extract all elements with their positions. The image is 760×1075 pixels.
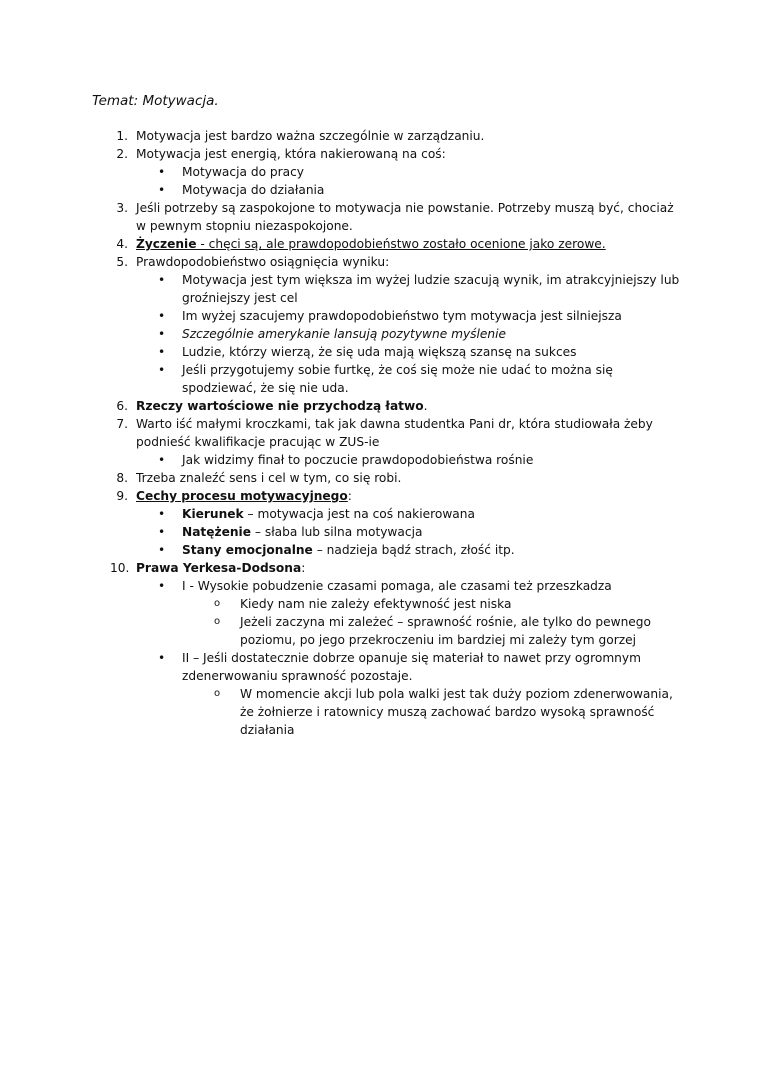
bullet-icon: •	[158, 327, 166, 341]
bullet-text: Motywacja do działania	[182, 183, 325, 197]
term: Rzeczy wartościowe nie przychodzą łatwo	[136, 399, 424, 413]
item-number: 3.	[116, 201, 128, 215]
item-text: Motywacja jest energią, która nakierowaną na coś:	[136, 147, 446, 161]
punctuation: :	[301, 561, 306, 575]
bullet-text	[182, 541, 680, 559]
bullet-text: Motywacja do pracy	[182, 165, 305, 179]
list-item-7	[0, 415, 760, 451]
list-item-1	[0, 127, 760, 145]
bullet-item	[0, 163, 760, 181]
item-number: 5.	[116, 255, 128, 269]
definition: – nadzieja bądź strach, złość itp.	[312, 543, 515, 557]
list-item-4	[0, 235, 760, 253]
bullet-item	[0, 577, 760, 595]
term: Życzenie	[136, 237, 197, 251]
bullet-text	[182, 325, 680, 343]
bullet-text: Jeśli przygotujemy sobie furtkę, że coś się może nie udać to można się spodziewać, że się nie uda.	[182, 363, 613, 395]
bullet-text: Im wyżej szacujemy prawdopodobieństwo tym motywacja jest silniejsza	[182, 309, 622, 323]
item-text: Warto iść małymi kroczkami, tak jak dawna studentka Pani dr, która studiowała żeby podnieść kwalifikacje pracując w ZUS-ie	[136, 417, 653, 449]
item-number: 9.	[116, 489, 128, 503]
emphasis: Szczególnie amerykanie lansują pozytywne myślenie	[182, 327, 507, 341]
bullet-text: Jak widzimy finał to poczucie prawdopodobieństwa rośnie	[182, 453, 534, 467]
circle-bullet-icon: o	[214, 616, 221, 627]
bullet-item	[0, 361, 760, 397]
item-number: 6.	[116, 399, 128, 413]
item-text	[136, 397, 676, 415]
document-body	[0, 127, 760, 739]
sub-bullet-item	[0, 685, 760, 739]
item-text	[136, 559, 676, 577]
bullet-item	[0, 325, 760, 343]
bullet-icon: •	[158, 309, 166, 323]
list-item-9	[0, 487, 760, 505]
item-number: 8.	[116, 471, 128, 485]
term: Cechy procesu motywacyjnego	[136, 489, 348, 503]
sub-bullet-text: Kiedy nam nie zależy efektywność jest niska	[240, 597, 512, 611]
term: Kierunek	[182, 507, 244, 521]
bullet-item	[0, 523, 760, 541]
bullet-text	[182, 505, 680, 523]
definition: – motywacja jest na coś nakierowana	[243, 507, 475, 521]
bullet-icon: •	[158, 273, 166, 287]
item-text	[136, 487, 676, 505]
item-text: Prawdopodobieństwo osiągnięcia wyniku:	[136, 255, 390, 269]
bullet-text: I - Wysokie pobudzenie czasami pomaga, ale czasami też przeszkadza	[182, 579, 612, 593]
sub-bullet-item	[0, 595, 760, 613]
item-number: 4.	[116, 237, 128, 251]
circle-bullet-icon: o	[214, 688, 221, 699]
list-item-10	[0, 559, 760, 577]
bullet-text: Ludzie, którzy wierzą, że się uda mają większą szansę na sukces	[182, 345, 577, 359]
item-text: Jeśli potrzeby są zaspokojone to motywacja nie powstanie. Potrzeby muszą być, chociaż w pewnym stopniu niezaspokojone.	[136, 201, 674, 233]
list-item-6	[0, 397, 760, 415]
bullet-icon: •	[158, 579, 166, 593]
sub-bullet-text: W momencie akcji lub pola walki jest tak duży poziom zdenerwowania, że żołnierze i ratownicy muszą zachować bardzo wysoką sprawność działania	[240, 687, 673, 737]
document-title: Temat: Motywacja.	[92, 93, 219, 109]
bullet-item	[0, 307, 760, 325]
bullet-item	[0, 451, 760, 469]
term: Natężenie	[182, 525, 251, 539]
circle-bullet-icon: o	[214, 598, 221, 609]
term: Stany emocjonalne	[182, 543, 313, 557]
definition: - chęci są, ale prawdopodobieństwo zostało ocenione jako zerowe.	[196, 237, 606, 251]
bullet-item	[0, 343, 760, 361]
bullet-item	[0, 271, 760, 307]
definition: – słaba lub silna motywacja	[251, 525, 423, 539]
list-item-2	[0, 145, 760, 163]
bullet-icon: •	[158, 183, 166, 197]
item-number: 2.	[116, 147, 128, 161]
bullet-icon: •	[158, 345, 166, 359]
punctuation: .	[423, 399, 428, 413]
bullet-item	[0, 541, 760, 559]
bullet-item	[0, 649, 760, 685]
item-text: Trzeba znaleźć sens i cel w tym, co się robi.	[136, 471, 402, 485]
list-item-8	[0, 469, 760, 487]
term: Prawa Yerkesa-Dodsona	[136, 561, 302, 575]
bullet-text: Motywacja jest tym większa im wyżej ludzie szacują wynik, im atrakcyjniejszy lub groźniejszy jest cel	[182, 273, 680, 305]
sub-bullet-item	[0, 613, 760, 649]
punctuation: :	[347, 489, 352, 503]
bullet-icon: •	[158, 525, 166, 539]
bullet-item	[0, 505, 760, 523]
bullet-text	[182, 523, 680, 541]
bullet-icon: •	[158, 507, 166, 521]
bullet-icon: •	[158, 453, 166, 467]
list-item-5	[0, 253, 760, 271]
bullet-icon: •	[158, 165, 166, 179]
list-item-3	[0, 199, 760, 235]
bullet-icon: •	[158, 651, 166, 665]
item-number: 1.	[116, 129, 128, 143]
item-number: 10.	[110, 561, 130, 575]
bullet-item	[0, 181, 760, 199]
bullet-icon: •	[158, 543, 166, 557]
bullet-icon: •	[158, 363, 166, 377]
sub-bullet-text: Jeżeli zaczyna mi zależeć – sprawność rośnie, ale tylko do pewnego poziomu, po jego przekroczeniu im bardziej mi zależy tym gorzej	[240, 615, 651, 647]
item-text	[136, 235, 676, 253]
item-text: Motywacja jest bardzo ważna szczególnie w zarządzaniu.	[136, 129, 485, 143]
bullet-text: II – Jeśli dostatecznie dobrze opanuje się materiał to nawet przy ogromnym zdenerwowaniu sprawność pozostaje.	[182, 651, 641, 683]
item-number: 7.	[116, 417, 128, 431]
